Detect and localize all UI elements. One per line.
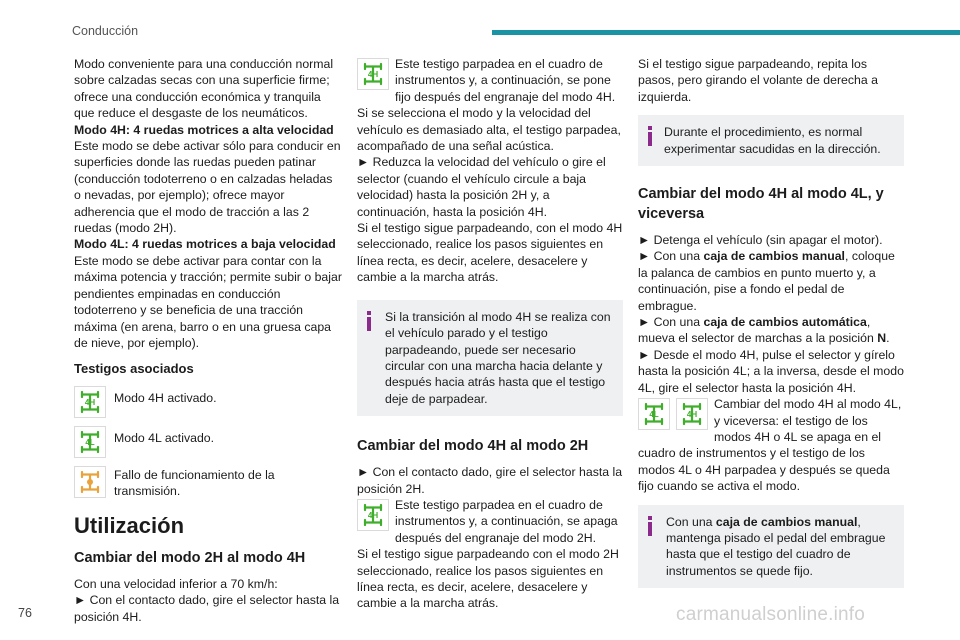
testigo-text: Fallo de funcionamiento de la transmisión. <box>114 467 275 499</box>
paragraph: Modo conveniente para una conducción normal sobre calzadas secas con una superficie firme; ofrece una conducción económica y tranquila que reduce el desgaste de los neumáticos. <box>74 57 334 121</box>
section-4h-to-4l-title: Cambiar del modo 4H al modo 4L, y viceversa <box>638 186 884 223</box>
info-note <box>638 115 904 166</box>
icon-label: 4H <box>686 410 698 420</box>
paragraph: ► Con una caja de cambios manual, coloque la palanca de cambios en punto muerto y, a continuación, pise a fondo el pedal de embrague. <box>638 249 895 313</box>
paragraph: Si se selecciona el modo y la velocidad del vehículo es demasiado alta, el testigo parpadea, acompañado de una señal acústica. <box>357 106 621 154</box>
4wd-4h-icon <box>676 398 708 430</box>
header-title: Conducción <box>72 24 139 38</box>
info-icon <box>367 311 371 331</box>
4wd-4h-icon <box>357 499 389 531</box>
paragraph <box>638 396 904 494</box>
note-text: Si la transición al modo 4H se realiza con el vehículo parado y el testigo parpadeando, puede ser necesario circular con una marcha hacia delante y después hacia atrás hasta que el testigo deje de parpadear. <box>385 309 611 406</box>
paragraph: ► Detenga el vehículo (sin apagar el motor). <box>638 233 883 248</box>
info-icon <box>648 516 652 536</box>
icon-label: 4H <box>367 510 379 520</box>
note-text: Durante el procedimiento, es normal experimentar sacudidas en la dirección. <box>664 125 881 156</box>
4wd-4h-icon <box>74 386 106 418</box>
paragraph: Este modo se debe activar sólo para conducir en superficies donde las ruedas pueden patinar (conducción todoterreno o en calzadas heladas o nevadas, por ejemplo); ofrece mayor adherencia que el modo de tracción a las 2 ruedas (modo 2H). <box>74 139 341 236</box>
column-3 <box>638 56 904 588</box>
testigo-text: Modo 4H activado. <box>114 390 217 405</box>
column-2 <box>357 56 623 612</box>
4wd-4h-icon <box>357 58 389 90</box>
4wd-fault-icon <box>74 466 106 498</box>
paragraph: Si el testigo sigue parpadeando, con el modo 4H seleccionado, realice los pasos siguientes en línea recta, es decir, acelere, desacelere y cambie a la marcha atrás. <box>357 221 623 285</box>
paragraph: ► Con el contacto dado, gire el selector hasta la posición 2H. <box>357 465 623 496</box>
paragraph <box>357 56 623 105</box>
paragraph: ► Con una caja de cambios automática, mueva el selector de marchas a la posición N. <box>638 315 890 346</box>
testigo-row-4h <box>74 386 342 418</box>
info-icon <box>648 126 652 146</box>
paragraph-text: Este testigo parpadea en el cuadro de instrumentos y, a continuación, se pone fijo después del engranaje del modo 4H. <box>395 57 616 104</box>
testigo-text: Modo 4L activado. <box>114 430 215 445</box>
paragraph: ► Reduzca la velocidad del vehículo o gire el selector (cuando el vehículo circule a baja velocidad) hasta la posición 2H y, a continuación, hasta la posición 4H. <box>357 155 606 219</box>
mode-4h-title: Modo 4H: 4 ruedas motrices a alta velocidad <box>74 122 334 137</box>
paragraph: Con una velocidad inferior a 70 km/h: <box>74 576 278 591</box>
paragraph-text: Este testigo parpadea en el cuadro de instrumentos y, a continuación, se apaga después del engranaje del modo 2H. <box>395 497 618 545</box>
paragraph: Este modo se debe activar para contar con la máxima potencia y tracción; permite subir o bajar pendientes empinadas en conducción todoterreno y se beneficia de una tracción máxima (en arena, barro o en una gruesa capa de nieve, por ejemplo). <box>74 253 342 350</box>
column-1 <box>74 56 342 625</box>
4wd-4l-icon <box>74 426 106 458</box>
icon-label: 4H <box>367 70 379 79</box>
header-accent-bar <box>492 30 960 35</box>
paragraph-text: Cambiar del modo 4H al modo 4L, y viceversa: el testigo de los modos 4H o 4L se apaga en el cuadro de instrumentos y el testigo de los modos 4L o 4H parpadea y después se queda fijo cuando se activa el modo. <box>638 397 902 494</box>
icon-label: 4L <box>649 410 659 420</box>
section-4h-to-2h-title: Cambiar del modo 4H al modo 2H <box>357 438 589 455</box>
paragraph <box>357 497 623 546</box>
paragraph: Si el testigo sigue parpadeando, repita los pasos, pero girando el volante de derecha a izquierda. <box>638 57 878 104</box>
4wd-4l-icon <box>638 398 670 430</box>
info-note <box>357 300 623 416</box>
paragraph: Si el testigo sigue parpadeando con el modo 2H seleccionado, realice los pasos siguientes en línea recta, es decir, acelere, desacelere y cambie a la marcha atrás. <box>357 547 619 611</box>
testigo-row-fault <box>74 466 342 500</box>
paragraph: ► Con el contacto dado, gire el selector hasta la posición 4H. <box>74 593 340 624</box>
note-text: Con una caja de cambios manual, mantenga pisado el pedal del embrague hasta que el testigo del cuadro de instrumentos se quede fijo. <box>666 514 886 578</box>
watermark: carmanualsonline.info <box>676 604 866 625</box>
icon-label: 4L <box>85 437 95 447</box>
icon-label: 4H <box>84 397 96 407</box>
testigos-heading: Testigos asociados <box>74 361 194 377</box>
testigo-row-4l <box>74 426 342 458</box>
page-number: 76 <box>18 606 32 620</box>
paragraph: ► Desde el modo 4H, pulse el selector y gírelo hasta la posición 4L; a la inversa, desde el modo 4L, gire el selector hasta la posición 4H. <box>638 347 904 395</box>
section-2h-to-4h-title: Cambiar del modo 2H al modo 4H <box>74 549 306 566</box>
info-note <box>638 505 904 589</box>
utilizacion-heading: Utilización <box>74 512 185 538</box>
mode-4l-title: Modo 4L: 4 ruedas motrices a baja velocidad <box>74 237 336 252</box>
